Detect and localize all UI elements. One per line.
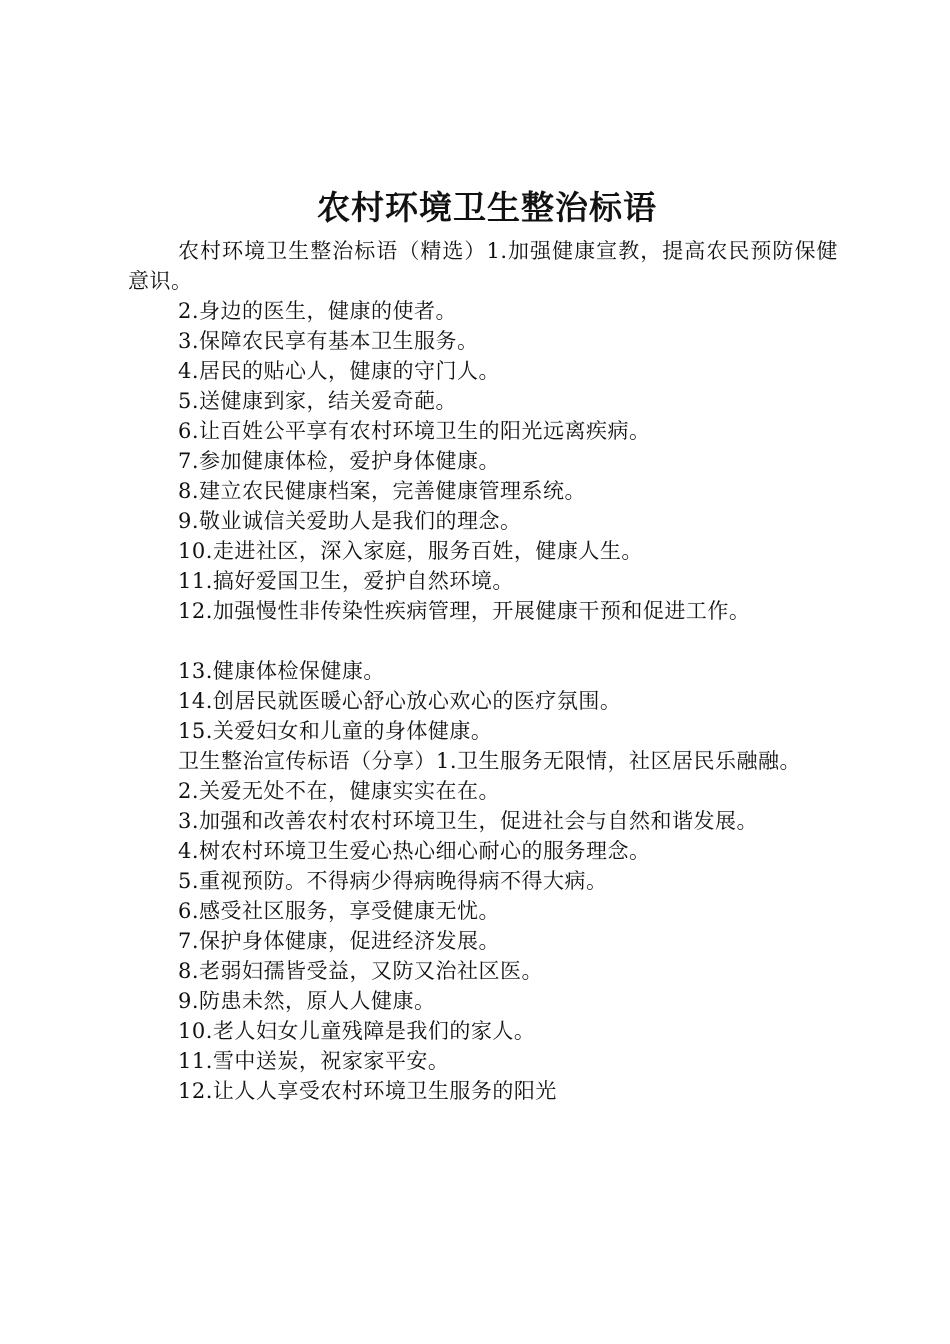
list-item: 2.关爱无处不在，健康实实在在。 [178, 779, 501, 803]
list-item: 5.送健康到家，结关爱奇葩。 [178, 389, 458, 413]
list-item: 8.建立农民健康档案，完善健康管理系统。 [178, 479, 587, 503]
list-item: 4.树农村环境卫生爱心热心细心耐心的服务理念。 [178, 839, 651, 863]
document-page [128, 186, 838, 1106]
list-item: 12.让人人享受农村环境卫生服务的阳光 [178, 1079, 557, 1103]
list-item: 5.重视预防。不得病少得病晚得病不得大病。 [178, 869, 608, 893]
list-item: 15.关爱妇女和儿童的身体健康。 [178, 719, 493, 743]
list-item: 11.雪中送炭，祝家家平安。 [178, 1049, 450, 1073]
list-item: 8.老弱妇孺皆受益，又防又治社区医。 [178, 959, 544, 983]
blank-line [128, 626, 838, 656]
document-title: 农村环境卫生整治标语 [317, 188, 657, 227]
list-item: 10.老人妇女儿童残障是我们的家人。 [178, 1019, 536, 1043]
list-item: 11.搞好爱国卫生，爱护自然环境。 [178, 569, 514, 593]
list-item: 10.走进社区，深入家庭，服务百姓，健康人生。 [178, 539, 643, 563]
list-item: 9.敬业诚信关爱助人是我们的理念。 [178, 509, 522, 533]
list-item: 6.让百姓公平享有农村环境卫生的阳光远离疾病。 [178, 419, 651, 443]
list-item: 4.居民的贴心人，健康的守门人。 [178, 359, 501, 383]
section2-intro: 卫生整治宣传标语（分享）1.卫生服务无限情，社区居民乐融融。 [178, 749, 802, 773]
section1-intro: 农村环境卫生整治标语（精选）1.加强健康宣教，提高农民预防保健意识。 [128, 239, 838, 293]
list-item: 9.防患未然，原人人健康。 [178, 989, 436, 1013]
list-item: 14.创居民就医暖心舒心放心欢心的医疗氛围。 [178, 689, 622, 713]
list-item: 6.感受社区服务，享受健康无忧。 [178, 899, 501, 923]
list-item: 2.身边的医生，健康的使者。 [178, 299, 458, 323]
list-item: 12.加强慢性非传染性疾病管理，开展健康干预和促进工作。 [178, 599, 751, 623]
list-item: 3.加强和改善农村农村环境卫生，促进社会与自然和谐发展。 [178, 809, 759, 833]
list-item: 7.保护身体健康，促进经济发展。 [178, 929, 501, 953]
list-item: 3.保障农民享有基本卫生服务。 [178, 329, 479, 353]
list-item: 7.参加健康体检，爱护身体健康。 [178, 449, 501, 473]
list-item: 13.健康体检保健康。 [178, 659, 385, 683]
section2-list [128, 776, 838, 1106]
section1-list [128, 296, 838, 746]
